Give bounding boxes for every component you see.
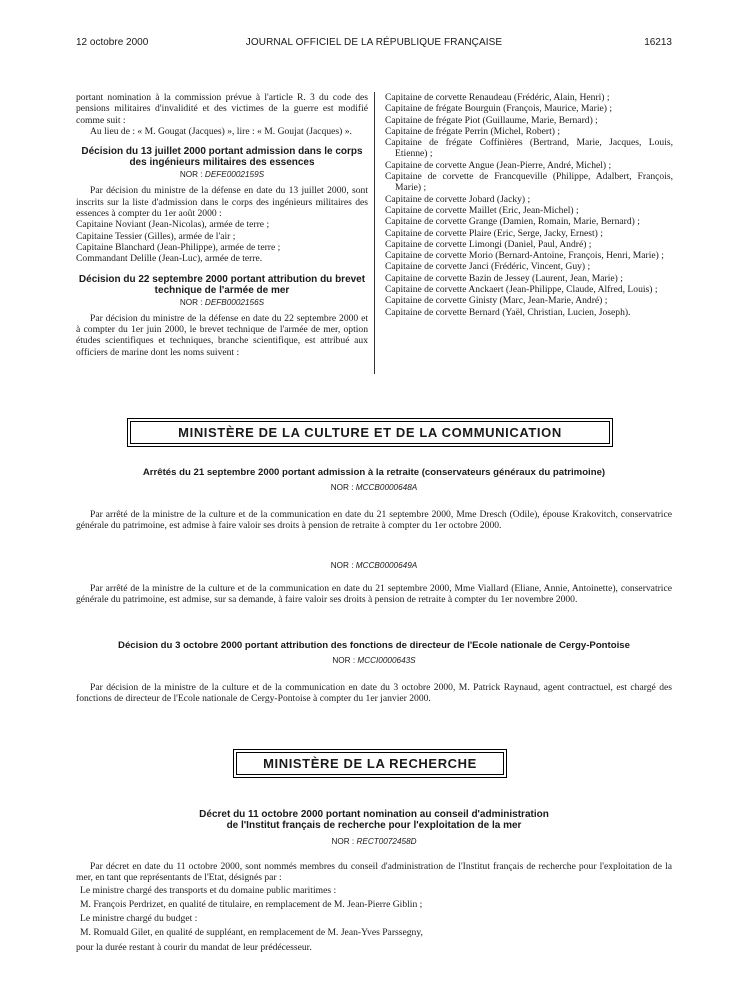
list-item: Capitaine de frégate Coffinières (Bertrand, Marie, Jacques, Louis, Etienne) ;: [385, 137, 673, 160]
nor-reference: NOR : DEFB0002156S: [179, 297, 265, 307]
list-item: Capitaine de corvette Renaudeau (Frédéric, Alain, Henri) ;: [385, 92, 610, 103]
column-divider: [374, 92, 375, 374]
decision-title: Décision du 22 septembre 2000 portant attribution du brevet technique de l'armée de mer: [78, 273, 366, 296]
list-item: Capitaine de corvette Grange (Damien, Romain, Marie, Bernard) ;: [385, 216, 640, 228]
ministry-heading: MINISTÈRE DE LA RECHERCHE: [236, 752, 504, 775]
list-item: Capitaine de corvette Plaire (Eric, Serge, Jacky, Ernest) ;: [385, 227, 603, 239]
list-item: M. Romuald Gilet, en qualité de suppléant, en remplacement de M. Jean-Yves Parssegny,: [80, 927, 423, 939]
ministry-heading: MINISTÈRE DE LA CULTURE ET DE LA COMMUNICATION: [130, 421, 610, 444]
nor-reference: NOR : MCCI0000643S: [332, 656, 416, 665]
nor-reference: NOR : RECT0072458D: [331, 837, 417, 846]
list-item: Capitaine de corvette Limongi (Daniel, Paul, André) ;: [385, 238, 592, 250]
ministry-box-culture: [127, 418, 613, 447]
list-item: M. François Perdrizet, en qualité de titulaire, en remplacement de M. Jean-Pierre Giblin ;: [80, 898, 423, 910]
list-item: Le ministre chargé des transports et du domaine public maritimes :: [80, 884, 337, 896]
decret-title: Décret du 11 octobre 2000 portant nomination au conseil d'administration de l'Institut français de recherche pour l'exploitation de la mer: [199, 809, 549, 831]
list-item: Capitaine de frégate Bourguin (François, Maurice, Marie) ;: [385, 103, 613, 115]
nor-reference: NOR : MCCB0000649A: [330, 561, 418, 570]
header-page-number: 16213: [644, 37, 672, 48]
intro-text: portant nomination à la commission prévue à l'article R. 3 du code des pensions militaires d'invalidité et des victimes de la guerre est modifié comme suit :: [76, 92, 368, 126]
arretes-title: Arrêtés du 21 septembre 2000 portant admission à la retraite (conservateurs généraux du patrimoine): [142, 467, 606, 478]
left-column: [76, 92, 368, 358]
list-item: Capitaine de corvette Maillet (Eric, Jean-Michel) ;: [385, 204, 579, 216]
decision-body: Par décision du ministre de la défense en date du 22 septembre 2000 et à compter du 1er juin 2000, le brevet technique de l'armée de mer, option études scientifiques et techniques, branche scientifique, est attribué aux officiers de marine dont les noms suivent :: [76, 312, 368, 358]
decision-title: Décision du 3 octobre 2000 portant attribution des fonctions de directeur de l'Ecole nationale de Cergy-Pontoise: [118, 640, 630, 651]
list-item: Capitaine de corvette Morio (Bernard-Antoine, François, Henri, Marie) ;: [385, 250, 664, 262]
list-item: Le ministre chargé du budget :: [80, 913, 198, 925]
list-item: Capitaine de corvette Bazin de Jessey (Laurent, Jean, Marie) ;: [385, 272, 623, 284]
decret-intro: Par décret en date du 11 octobre 2000, sont nommés membres du conseil d'administration de l'Institut français de recherche pour l'exploitation de la mer, en tant que représentants de l'Etat, désignés par :: [76, 861, 672, 884]
header-journal-title: JOURNAL OFFICIEL DE LA RÉPUBLIQUE FRANÇAISE: [245, 37, 503, 48]
nor-reference: NOR : DEFE0002159S: [179, 170, 265, 180]
ministry-box-recherche: [233, 749, 507, 778]
decision-body: Par décision du ministre de la défense en date du 13 juillet 2000, sont inscrits sur la liste d'admission dans le corps des ingénieurs militaires des essences à compter du 1er août 2000 :: [76, 185, 368, 220]
list-item: Capitaine de corvette Bernard (Yaël, Christian, Lucien, Joseph).: [385, 306, 631, 318]
decret-body: [76, 861, 672, 956]
arrete-paragraph: Par arrêté de la ministre de la culture et de la communication en date du 21 septembre 2000, Mme Viallard (Eliane, Annie, Antoinette), conservatrice générale du patrimoine, est admise, sur sa demande, à faire valoir ses droits à pension de retraite à compter du 1er novembre 2000.: [76, 583, 672, 606]
list-item: Capitaine de corvette Jobard (Jacky) ;: [385, 193, 531, 205]
correction-text: Au lieu de : « M. Gougat (Jacques) », lire : « M. Goujat (Jacques) ».: [90, 125, 352, 137]
list-item: Capitaine de corvette Janci (Frédéric, Vincent, Guy) ;: [385, 261, 591, 273]
arrete-paragraph: Par arrêté de la ministre de la culture et de la communication en date du 21 septembre 2000, Mme Dresch (Odile), épouse Krakovitch, conservatrice générale du patrimoine, est admise à faire valoir ses droits à pension de retraite à compter du 1er octobre 2000.: [76, 509, 672, 532]
header-date: 12 octobre 2000: [76, 37, 149, 48]
list-item: Capitaine de corvette Ginisty (Marc, Jean-Marie, André) ;: [385, 295, 608, 307]
decision-title: Décision du 13 juillet 2000 portant admission dans le corps des ingénieurs militaires des essences: [81, 146, 363, 169]
list-item: Capitaine de corvette de Francqueville (Philippe, Adalbert, François, Marie) ;: [385, 171, 673, 194]
list-item: Capitaine Blanchard (Jean-Philippe), armée de terre ;: [76, 241, 281, 253]
list-item: Capitaine de frégate Perrin (Michel, Robert) ;: [385, 125, 561, 137]
list-item: Commandant Delille (Jean-Luc), armée de terre.: [76, 253, 263, 265]
nor-reference: NOR : MCCB0000648A: [330, 483, 418, 492]
list-item: Capitaine Noviant (Jean-Nicolas), armée de terre ;: [76, 219, 270, 231]
list-item: Capitaine de corvette Anckaert (Jean-Philippe, Claude, Alfred, Louis) ;: [385, 284, 658, 296]
list-item: Capitaine de corvette Angue (Jean-Pierre, André, Michel) ;: [385, 159, 612, 171]
list-item: Capitaine Tessier (Gilles), armée de l'air ;: [76, 230, 236, 242]
decision-paragraph: Par décision de la ministre de la culture et de la communication en date du 3 octobre 2000, M. Patrick Raynaud, agent contractuel, est chargé des fonctions de directeur de l'Ecole nationale de Cergy-Pontoise à compter du 1er janvier 2000.: [76, 682, 672, 705]
right-column: [381, 92, 673, 318]
list-item: Capitaine de frégate Piot (Guillaume, Marie, Bernard) ;: [385, 114, 598, 126]
decret-closing: pour la durée restant à courir du mandat de leur prédécesseur.: [76, 941, 312, 953]
